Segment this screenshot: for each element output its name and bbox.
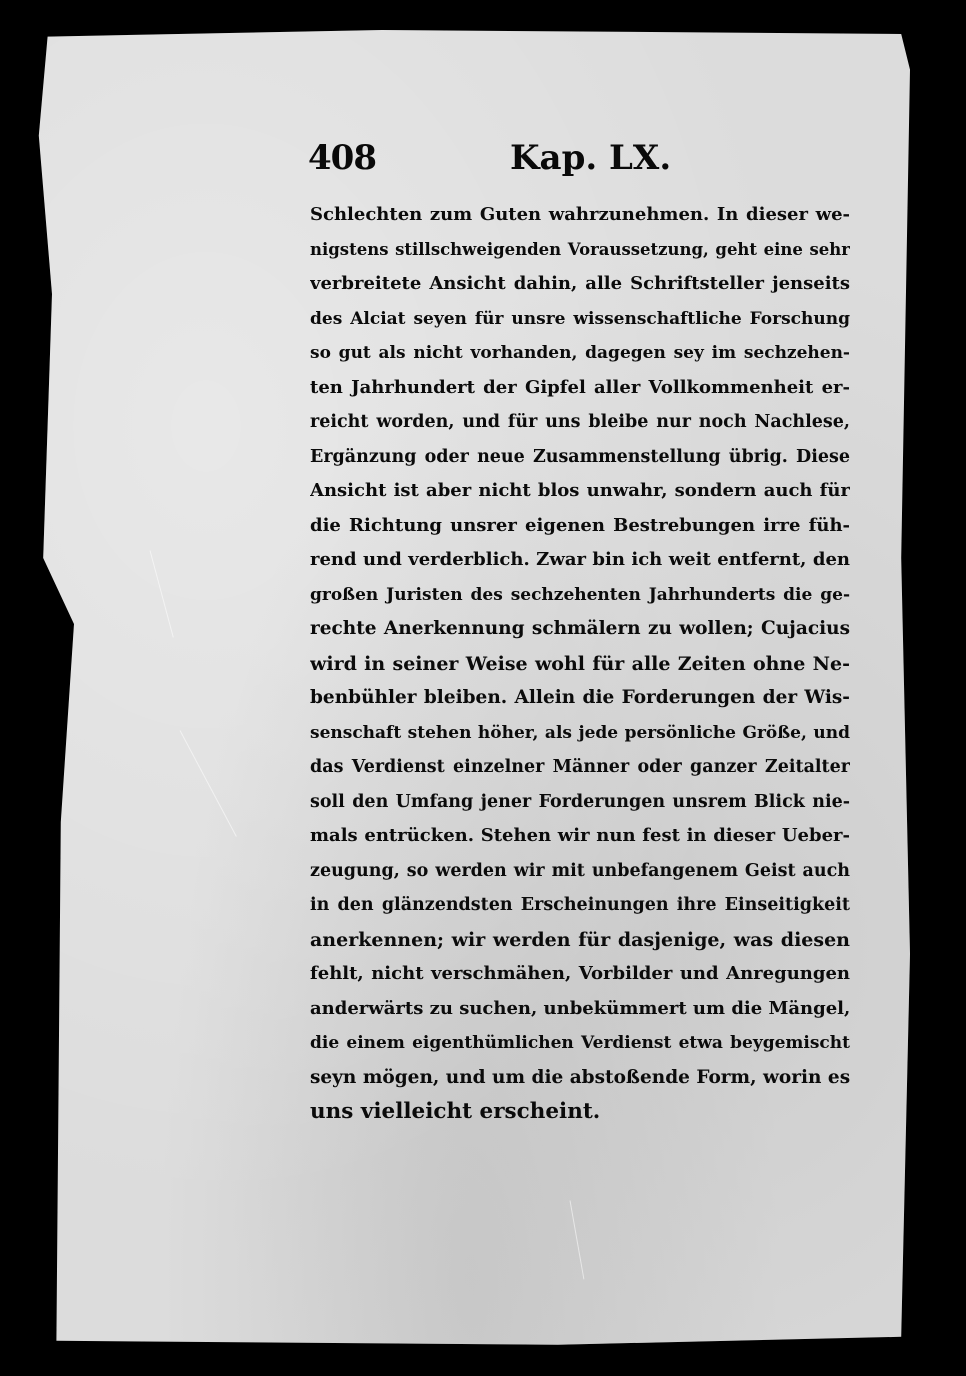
text-line: reicht worden, und für uns bleibe nur noch Nachlese, — [310, 412, 850, 432]
body-paragraph — [310, 198, 850, 1130]
text-line: Ergänzung oder neue Zusammenstellung übrig. Diese — [310, 446, 850, 467]
chapter-heading: Kap. LX. — [510, 138, 672, 178]
text-line: mals entrücken. Stehen wir nun fest in dieser Ueber- — [310, 825, 850, 846]
text-line: rend und verderblich. Zwar bin ich weit entfernt, den — [310, 549, 850, 570]
text-line: in den glänzendsten Erscheinungen ihre Einseitigkeit — [310, 895, 850, 915]
text-line: senschaft stehen höher, als jede persönliche Größe, und — [310, 722, 850, 743]
text-line: benbühler bleiben. Allein die Forderungen der Wis- — [310, 687, 850, 708]
text-line: des Alciat seyen für unsre wissenschaftliche Forschung — [310, 308, 850, 329]
text-line: fehlt, nicht verschmähen, Vorbilder und Anregungen — [310, 963, 850, 984]
text-line: die einem eigenthümlichen Verdienst etwa beygemischt — [310, 1033, 850, 1053]
text-line: zeugung, so werden wir mit unbefangenem Geist auch — [310, 860, 850, 881]
text-line: so gut als nicht vorhanden, dagegen sey im sechzehen- — [310, 343, 850, 363]
text-line: die Richtung unsrer eigenen Bestrebungen irre füh- — [310, 514, 850, 536]
page-number: 408 — [308, 138, 376, 178]
text-line: seyn mögen, und um die abstoßende Form, worin es — [310, 1066, 850, 1088]
text-line: ten Jahrhundert der Gipfel aller Vollkommenheit er- — [310, 376, 850, 398]
running-header — [308, 138, 848, 182]
text-line: verbreitete Ansicht dahin, alle Schriftsteller jenseits — [310, 273, 850, 294]
text-line: rechte Anerkennung schmälern zu wollen; Cujacius — [310, 618, 850, 639]
text-line: anderwärts zu suchen, unbekümmert um die Mängel, — [310, 997, 850, 1019]
text-line: Schlechten zum Guten wahrzunehmen. In dieser we- — [310, 204, 850, 225]
paper-crease — [570, 1200, 585, 1279]
text-line: nigstens stillschweigenden Voraussetzung, geht eine sehr — [310, 239, 850, 259]
text-line: soll den Umfang jener Forderungen unsrem Blick nie- — [310, 791, 850, 812]
paper-crease — [150, 550, 174, 637]
paper-crease — [180, 730, 237, 836]
text-line: anerkennen; wir werden für dasjenige, was diesen — [310, 928, 850, 951]
text-line: Ansicht ist aber nicht blos unwahr, sondern auch für — [310, 480, 850, 501]
text-line: wird in seiner Weise wohl für alle Zeiten ohne Ne- — [310, 652, 850, 675]
text-line: das Verdienst einzelner Männer oder ganzer Zeitalter — [310, 757, 850, 777]
text-line: uns vielleicht erscheint. — [310, 1099, 601, 1124]
text-line: großen Juristen des sechzehenten Jahrhunderts die ge- — [310, 584, 850, 605]
